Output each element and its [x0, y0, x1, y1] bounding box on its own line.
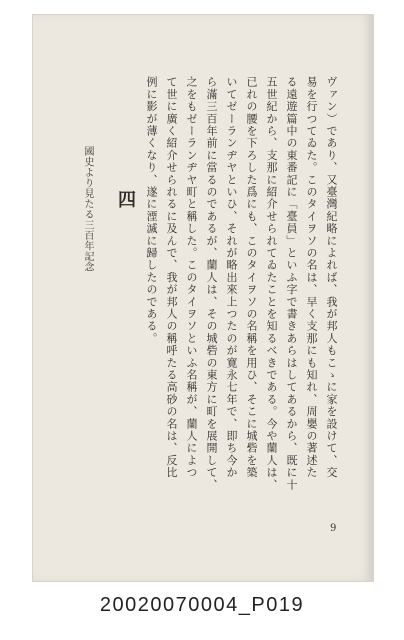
text-column-4: 五世紀から、支那に紹介せられてゐたことを知るべきである。今や蘭人は、 — [265, 76, 278, 491]
text-column-10: 例に影が薄くなり、遂に湮滅に歸したのである。 — [145, 76, 158, 345]
text-column-6: いてゼーランヂヤといひ、それが略出來上つたのが寛永七年で、即ち今か — [225, 76, 238, 479]
page-number: 9 — [330, 523, 337, 534]
text-column-8: 之をもゼーランヂヤ町と稱した。このタイヲソといふ名稱が、蘭人によつ — [185, 76, 198, 479]
running-header: 國史より見たる三百年記念 — [82, 146, 93, 272]
text-column-5: 已れの腰を下ろした爲にも、このタイヲソの名稱を用ひ、そこに城砦を築 — [245, 76, 258, 479]
text-column-3: る遠遊篇中の東番記に「臺員」といふ字で書きあらはしてあるから、既に十 — [285, 76, 298, 491]
book-page — [32, 14, 374, 582]
chapter-number: 四 — [115, 190, 136, 208]
text-column-7: ら滿三百年前に當るのであるが、蘭人は、その城砦の東方に町を展開して、 — [205, 76, 218, 491]
text-column-2: 易を行つてゐた。このタイヲソの名は、早く支那にも知れ、周嬰の著述た — [305, 76, 318, 479]
text-column-1: ヴァン）であり、又臺灣紀略によれば、我が邦人もこゝに家を設けて、交 — [325, 76, 338, 479]
text-column-9: て世に廣く紹介せられるに及んで、我が邦人の稱呼たる高砂の名は、反比 — [165, 76, 178, 479]
image-caption: 20020070004_P019 — [99, 594, 305, 616]
